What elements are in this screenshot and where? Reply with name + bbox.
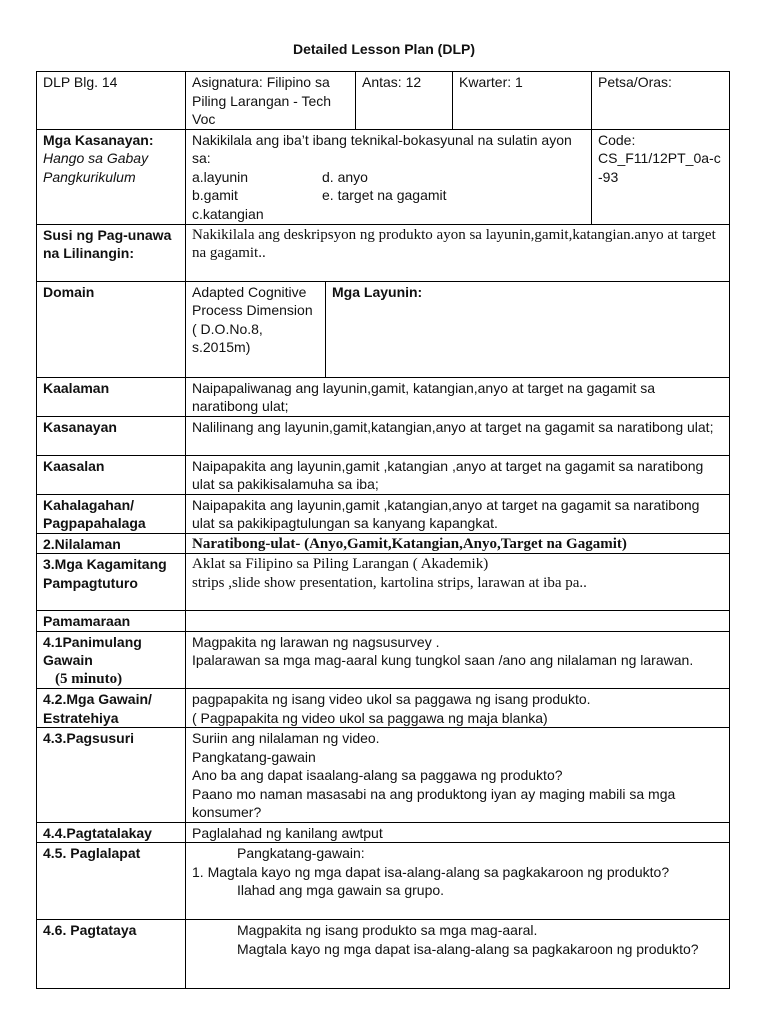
gawain-label: 4.2.Mga Gawain/ Estratehiya [37, 689, 186, 728]
kasanayan-label: Mga Kasanayan: [43, 131, 154, 148]
pagtataya-label: 4.6. Pagtataya [37, 920, 186, 989]
paglalapat-row [37, 843, 730, 920]
nilalaman-text: Naratibong-ulat- (Anyo,Gamit,Katangian,Anyo,Target na Gagamit) [186, 533, 730, 554]
pamamaraan-row [37, 611, 730, 632]
paglalapat-content [186, 843, 730, 920]
kagamitan-label: 3.Mga Kagamitang Pampagtuturo [43, 556, 167, 591]
domain-row [37, 281, 730, 377]
gawain-line-1: pagpapakita ng isang video ukol sa paggawa ng isang produkto. [192, 691, 591, 707]
kaalaman-row [37, 377, 730, 416]
petsa-oras: Petsa/Oras: [592, 72, 730, 130]
kasanayan-items [192, 168, 585, 224]
pagtatalakay-text: Paglalahad ng kanilang awtput [186, 822, 730, 843]
kasanayan-sub-2: Pangkurikulum [43, 168, 136, 185]
page-title: Detailed Lesson Plan (DLP) [292, 41, 476, 57]
pagtatalakay-label: 4.4.Pagtatalakay [37, 822, 186, 843]
item-gamit: b.gamit [192, 187, 238, 203]
kaasalan-row [37, 455, 730, 494]
item-anyo: d. anyo [322, 168, 368, 185]
pagtataya-line-2: Magtala kayo ng mga dapat isa-alang-alang sa pagkakaroon ng produkto? [237, 940, 699, 957]
kahalagahan-text: Naipapakita ang layunin,gamit ,katangian,anyo at target na gagamit sa naratibong ulat sa pakikipagtulungan sa kanyang kapangkat. [186, 494, 730, 533]
kahalagahan-row [37, 494, 730, 533]
kaalaman-text: Naipapaliwanag ang layunin,gamit, katangian,anyo at target na gagamit sa naratibong ulat; [186, 377, 730, 416]
item-target: e. target na gagamit [322, 187, 447, 203]
code-label: Code: [598, 131, 636, 148]
kasanayan-sub-1: Hango sa Gabay [43, 150, 149, 166]
pagtataya-row [37, 920, 730, 989]
antas: Antas: 12 [356, 72, 453, 130]
paglalapat-label: 4.5. Paglalapat [37, 843, 186, 920]
adapted-cognitive: Adapted Cognitive Process Dimension ( D.O.No.8, s.2015m) [186, 281, 326, 377]
kahalagahan-label: Kahalagahan/ Pagpapahalaga [37, 494, 186, 533]
kaalaman-label: Kaalaman [37, 377, 186, 416]
kasanayan-row [37, 129, 730, 224]
panimulang-content [186, 631, 730, 689]
code-value: CS_F11/12PT_0a-c-93 [598, 150, 721, 185]
panimulang-label-cell [37, 631, 186, 689]
pagtataya-line-1: Magpakita ng isang produkto sa mga mag-aaral. [237, 922, 538, 938]
kasanayan2-text: Nalilinang ang layunin,gamit,katangian,anyo at target na gagamit sa naratibong ulat; [186, 416, 730, 455]
pagsusuri-content [186, 728, 730, 823]
gawain-line-2: ( Pagpapakita ng video ukol sa paggawa ng maja blanka) [192, 709, 548, 726]
item-katangian: c.katangian [192, 205, 264, 222]
paglalapat-line-3: Ilahad ang mga gawain sa grupo. [237, 882, 445, 898]
kwarter: Kwarter: 1 [453, 72, 592, 130]
nilalaman-label: 2.Nilalaman [37, 533, 186, 554]
susi-text: Nakikilala ang deskripsyon ng produkto ayon sa layunin,gamit,katangian.anyo at target na gagamit.. [186, 224, 730, 281]
panimulang-minutes: (5 minuto) [55, 670, 123, 687]
panimulang-line-1: Magpakita ng larawan ng nagsusurvey . [192, 633, 440, 650]
kasanayan-label-cell [37, 129, 186, 224]
code-cell [592, 129, 730, 224]
pagsusuri-line-1: Suriin ang nilalaman ng video. [192, 730, 380, 746]
kagamitan-content [186, 554, 730, 611]
pagsusuri-line-2: Pangkatang-gawain [192, 748, 316, 765]
kaasalan-label: Kaasalan [37, 455, 186, 494]
kasanayan-intro: Nakikilala ang iba’t ibang teknikal-bokasyunal na sulatin ayon sa: [192, 131, 572, 166]
panimulang-line-2: Ipalarawan sa mga mag-aaral kung tungkol saan /ano ang nilalaman ng larawan. [192, 652, 694, 668]
kasanayan-content [186, 129, 592, 224]
kaasalan-text: Naipapakita ang layunin,gamit ,katangian ,anyo at target na gagamit sa naratibong ulat sa pakikisalamuha sa iba; [186, 455, 730, 494]
pagsusuri-row [37, 728, 730, 823]
item-layunin: a.layunin [192, 168, 249, 185]
kagamitan-line-2: strips ,slide show presentation, kartolina strips, larawan at iba pa.. [192, 574, 587, 591]
pagsusuri-line-4: Paano mo naman masasabi na ang produktong iyan ay maging mabili sa mga konsumer? [192, 785, 676, 820]
panimulang-label: 4.1Panimulang Gawain [43, 633, 142, 668]
pamamaraan-label: Pamamaraan [37, 611, 186, 632]
pamamaraan-empty [186, 611, 730, 632]
domain-label: Domain [37, 281, 186, 377]
paglalapat-line-2: 1. Magtala kayo ng mga dapat isa-alang-alang sa pagkakaroon ng produkto? [192, 863, 670, 880]
gawain-row [37, 689, 730, 728]
mga-layunin-label: Mga Layunin: [326, 281, 730, 377]
nilalaman-row [37, 533, 730, 554]
lesson-plan-table [36, 71, 730, 989]
susi-row [37, 224, 730, 281]
kasanayan2-row [37, 416, 730, 455]
pagtatalakay-row [37, 822, 730, 843]
panimulang-row [37, 631, 730, 689]
pagsusuri-line-3: Ano ba ang dapat isaalang-alang sa paggawa ng produkto? [192, 767, 563, 783]
kagamitan-row [37, 554, 730, 611]
kagamitan-label-cell [37, 554, 186, 611]
asignatura: Asignatura: Filipino sa Piling Larangan - Tech Voc [186, 72, 356, 130]
kagamitan-line-1: Aklat sa Filipino sa Piling Larangan ( Akademik) [192, 556, 489, 572]
dlp-number: DLP Blg. 14 [37, 72, 186, 130]
gawain-content [186, 689, 730, 728]
kasanayan2-label: Kasanayan [37, 416, 186, 455]
paglalapat-line-1: Pangkatang-gawain: [237, 845, 365, 861]
pagsusuri-label: 4.3.Pagsusuri [37, 728, 186, 823]
header-row [37, 72, 730, 130]
susi-label: Susi ng Pag-unawa na Lilinangin: [37, 224, 186, 281]
pagtataya-content [186, 920, 730, 989]
